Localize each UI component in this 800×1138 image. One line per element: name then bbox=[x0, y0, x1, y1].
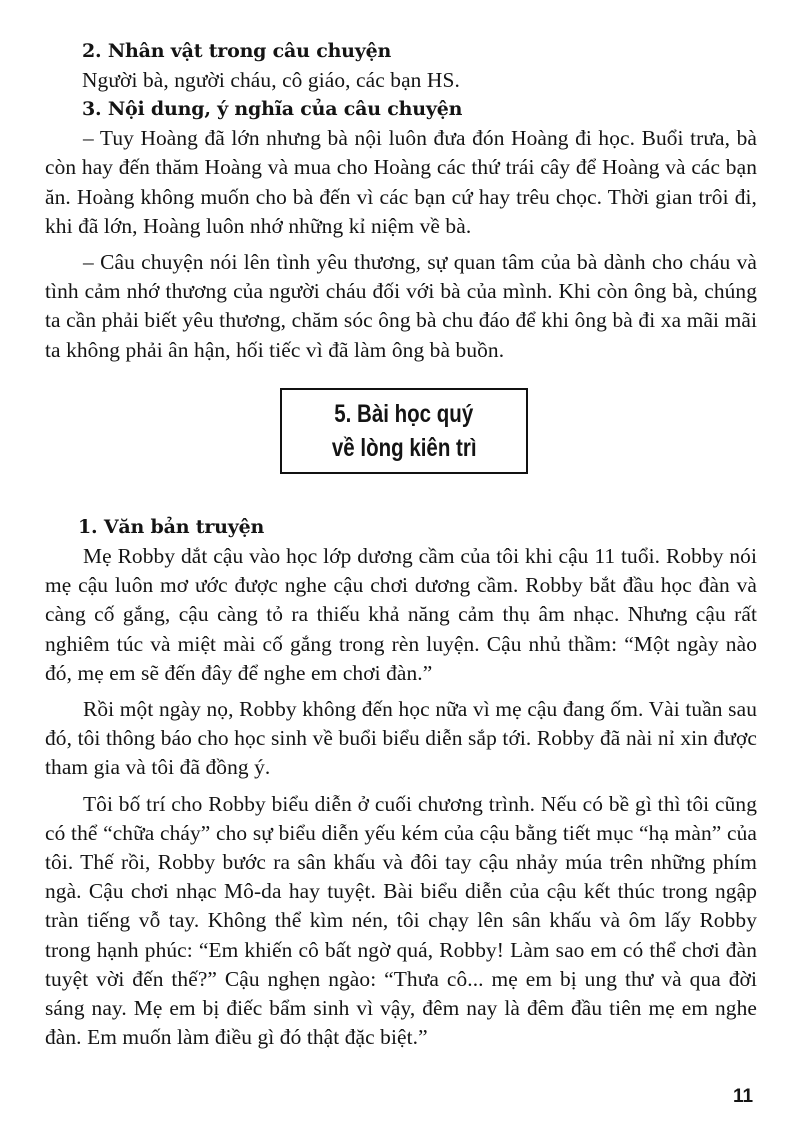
characters-text: Người bà, người cháu, cô giáo, các bạn HS. bbox=[82, 68, 460, 92]
lesson-title-line-2: về lòng kiên trì bbox=[331, 434, 477, 462]
page-number: 11 bbox=[733, 1086, 754, 1107]
meaning-paragraph-1: – Tuy Hoàng đã lớn nhưng bà nội luôn đưa đón Hoàng đi học. Buổi trưa, bà còn hay đến thăm Hoàng và mua cho Hoàng các thứ trái cây để Hoàng và các bạn ăn. Hoàng không muốn cho bà đến vì các bạn cứ hay trêu chọc. Thời gian trôi đi, khi đã lớn, Hoàng luôn nhớ những kỉ niệm về bà. bbox=[45, 126, 757, 238]
story-paragraph-1: Mẹ Robby dắt cậu vào học lớp dương cầm của tôi khi cậu 11 tuổi. Robby nói mẹ cậu luôn mơ ước được nghe cậu chơi dương cầm. Robby bắt đầu học đàn và càng cố gắng, cậu càng tỏ ra thiếu khả năng cảm thụ âm nhạc. Nhưng cậu rất nghiêm túc và miệt mài cố gắng trong rèn luyện. Cậu nhủ thầm: “Một ngày nào đó, mẹ em sẽ đến đây để nghe em chơi đàn.” bbox=[45, 544, 757, 685]
heading-characters: 2. Nhân vật trong câu chuyện bbox=[82, 40, 392, 62]
section-characters-and-meaning bbox=[45, 37, 757, 365]
heading-story-text: 1. Văn bản truyện bbox=[78, 516, 265, 538]
section-story bbox=[45, 513, 757, 1052]
story-paragraph-2: Rồi một ngày nọ, Robby không đến học nữa vì mẹ cậu đang ốm. Vài tuần sau đó, tôi thông báo cho học sinh về buổi biểu diễn sắp tới. Robby đã nài nỉ xin được tham gia và tôi đã đồng ý. bbox=[45, 697, 757, 780]
lesson-title-box bbox=[280, 388, 528, 474]
meaning-paragraph-2: – Câu chuyện nói lên tình yêu thương, sự quan tâm của bà dành cho cháu và tình cảm nhớ thương của người cháu đối với bà của mình. Khi còn ông bà, chúng ta cần phải biết yêu thương, chăm sóc ông bà chu đáo để khi ông bà đi xa mãi mãi ta không phải ân hận, hối tiếc vì đã làm ông bà buồn. bbox=[45, 250, 757, 362]
story-paragraph-3: Tôi bố trí cho Robby biểu diễn ở cuối chương trình. Nếu có bề gì thì tôi cũng có thể “chữa cháy” cho sự biểu diễn yếu kém của cậu bằng tiết mục “hạ màn” của tôi. Thế rồi, Robby bước ra sân khấu và đôi tay cậu nhảy múa trên những phím ngà. Cậu chơi nhạc Mô-da hay tuyệt. Bài biểu diễn của cậu kết thúc trong ngập tràn tiếng vỗ tay. Không thể kìm nén, tôi chạy lên sân khấu và ôm lấy Robby trong hạnh phúc: “Em khiến cô bất ngờ quá, Robby! Làm sao em có thể chơi đàn tuyệt vời đến thế?” Cậu nghẹn ngào: “Thưa cô... mẹ em bị ung thư và qua đời sáng nay. Mẹ em bị điếc bẩm sinh vì vậy, đêm nay là đêm đầu tiên mẹ em nghe đàn. Em muốn làm điều gì đó thật đặc biệt.” bbox=[45, 791, 757, 1050]
heading-content-meaning: 3. Nội dung, ý nghĩa của câu chuyện bbox=[82, 98, 463, 121]
lesson-title-line-1: 5. Bài học quý bbox=[334, 400, 474, 428]
